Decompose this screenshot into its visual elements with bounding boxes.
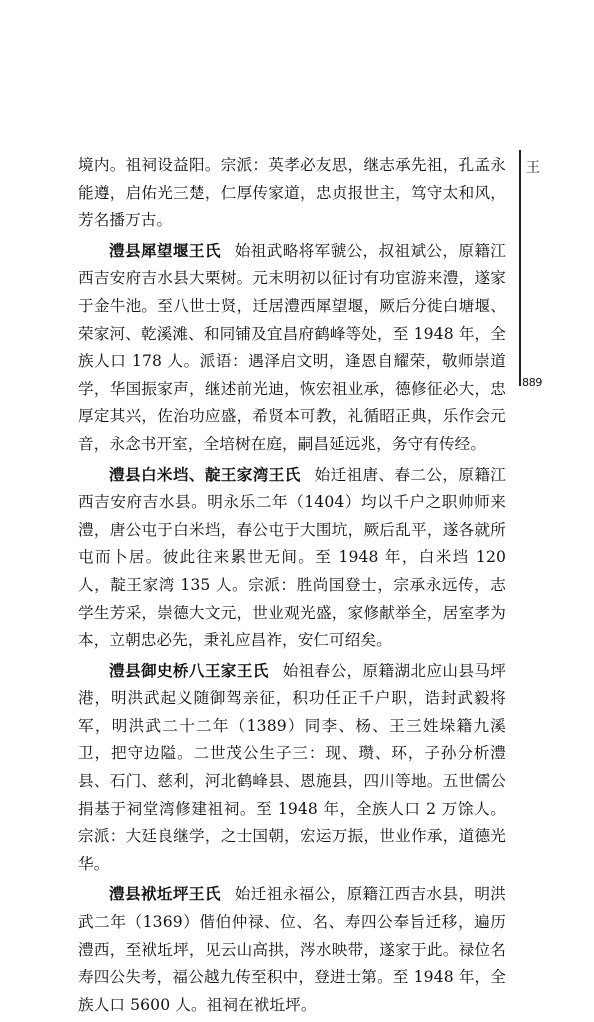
entry-fuqiuping (78, 881, 506, 1019)
entry-xiwangyan (78, 238, 506, 459)
entry-text: 始祖武略将军虢公，叔祖斌公，原籍江西吉安府吉水县大栗树。元末明初以征讨有功宦游来澧，遂家于金牛池。至八世士贤，迁居澧西犀望堰，厥后分徙白塘堰、荣家河、乾溪滩、和同铺及宜昌府鹤峰等处，至 1948 年，全族人口 178 人。派语：遇泽启文明，逢恩自耀荣，敬师崇道学，华国振家声，继述前光迪，恢宏祖业承，德修征必大，忠厚定其兴，佐治功应盛，希贤本可教，礼循昭正典，乐作会元音，永念书开室，全培树在庭，嗣昌延远兆，务守有传经。 (78, 241, 507, 453)
body-text (78, 152, 506, 1022)
page-number: 889 (522, 376, 543, 389)
entry-yushiqiao (78, 658, 506, 879)
entry-heading: 澧县犀望堰王氏 (109, 241, 221, 260)
entry-heading: 澧县袱坵坪王氏 (109, 885, 221, 904)
entry-heading: 澧县御史桥八王家王氏 (109, 661, 269, 680)
entry-text: 始迁祖唐、春二公，原籍江西吉安府吉水县。明永乐二年（1404）均以千户之职帅师来澧，唐公屯于白米垱，春公屯于大围坑，厥后乱平，遂各就所屯而卜居。彼此往来累世无间。至 1948 年，白米垱 120 人，靛王家湾 135 人。宗派：胜尚国登士，宗承永远传，志学生芳采，崇德大文元，世业观光盛，家修献举全，居室孝为本，立朝忠必先，秉礼应昌祚，安仁可绍矣。 (78, 465, 506, 650)
entry-text: 始祖春公，原籍湖北应山县马坪港，明洪武起义随御驾亲征，积功任正千户职，诰封武毅将军，明洪武二十二年（1389）同李、杨、王三姓垛籍九溪卫，把守边隘。二世茂公生子三：现、瓒、环，子孙分析澧县、石门、慈利，河北鹤峰县、恩施县，四川等地。五世儒公捐基于祠堂湾修建祖祠。至 1948 年，全族人口 2 万馀人。宗派：大廷良继学，之士国朝，宏运万振，世业作承，道德光华。 (78, 661, 506, 873)
paragraph-continued (78, 152, 506, 235)
margin-rule (519, 150, 521, 386)
paragraph-text: 境内。祖祠设益阳。宗派：英孝必友思，继志承先祖，孔孟永能遵，启佑光三楚，仁厚传家道，忠贞报世主，笃守太和风，芳名播万古。 (78, 156, 506, 230)
entry-baimidang (78, 462, 506, 655)
entry-heading: 澧县白米垱、靛王家湾王氏 (109, 465, 301, 484)
entry-text: 始迁祖永福公，原籍江西吉水县，明洪武二年（1369）偕伯仲禄、位、名、寿四公奉旨迁移，遍历澧西，至袱坵坪，见云山高拱，涔水映带，遂家于此。禄位名寿四公失考，福公越九传至积中，登进士第。至 1948 年，全族人口 5600 人。祖祠在袱坵坪。 (78, 885, 507, 1014)
running-head: 王 (526, 160, 540, 176)
